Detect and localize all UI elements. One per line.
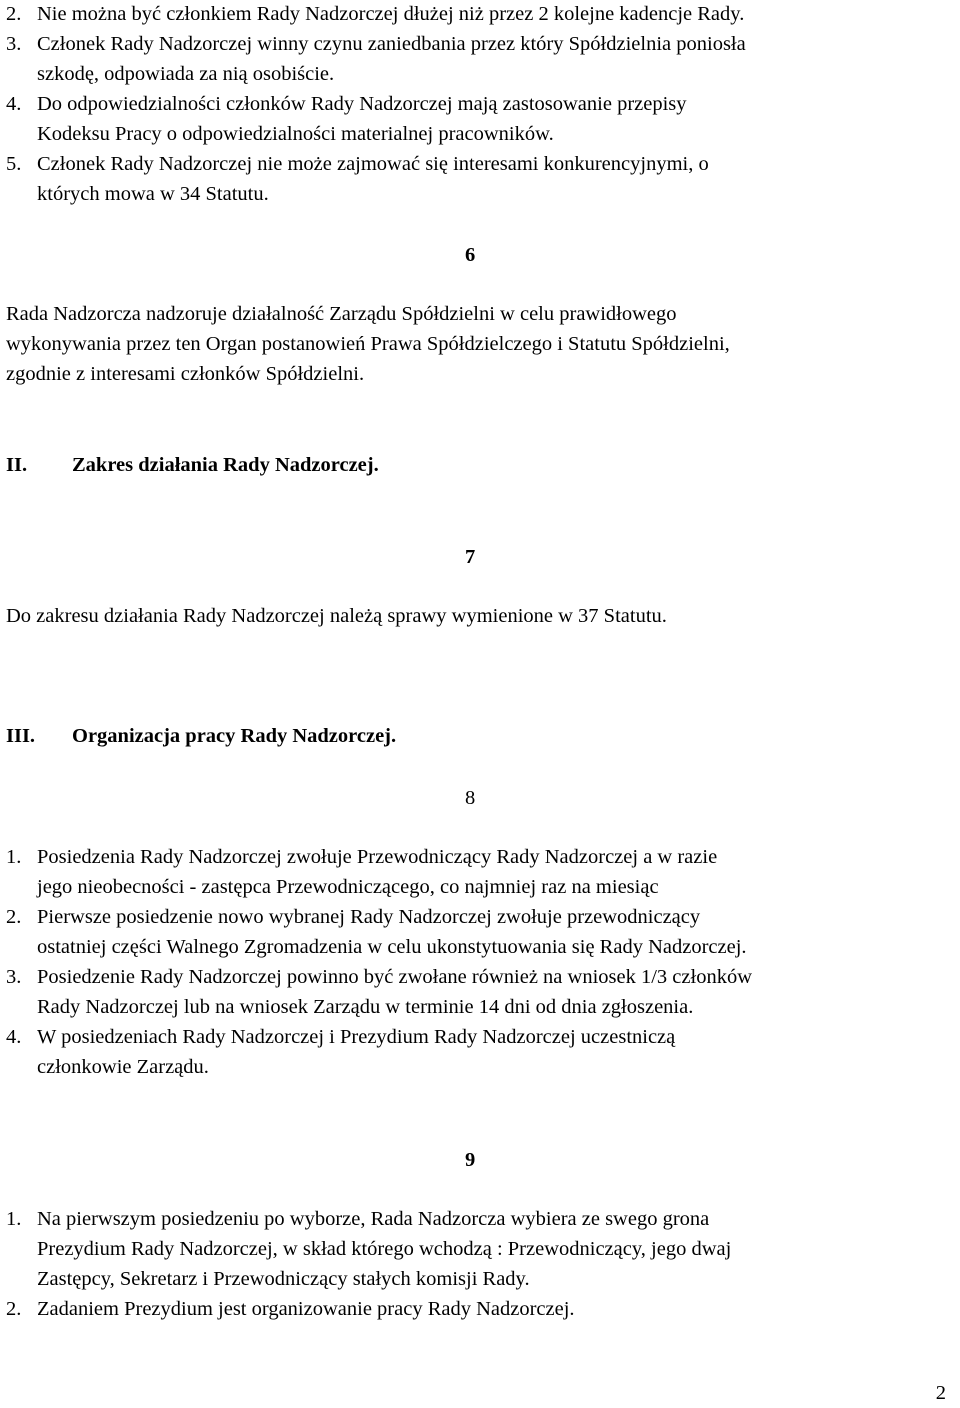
list-item-continuation: Kodeksu Pracy o odpowiedzialności materialnej pracowników. — [37, 123, 554, 145]
section-heading-8: 8 — [465, 787, 476, 809]
list-item — [6, 842, 717, 872]
list-item-continuation: członkowie Zarządu. — [37, 1056, 209, 1078]
list-item — [6, 902, 700, 932]
list-item — [6, 0, 744, 29]
section-heading-7: 7 — [465, 546, 476, 568]
list-item-continuation: jego nieobecności - zastępca Przewodniczącego, co najmniej raz na miesiąc — [37, 876, 659, 898]
list-item — [6, 149, 709, 179]
chapter-number: III. — [6, 725, 36, 747]
list-item — [6, 29, 746, 59]
list-item-continuation: ostatniej części Walnego Zgromadzenia w celu ukonstytuowania się Rady Nadzorczej. — [37, 936, 747, 958]
list-item-number: 2. — [6, 906, 22, 928]
list-item — [6, 962, 752, 992]
paragraph-line: Rada Nadzorcza nadzoruje działalność Zarządu Spółdzielni w celu prawidłowego — [6, 303, 677, 325]
list-item-number: 3. — [6, 33, 22, 55]
list-item-continuation: Prezydium Rady Nadzorczej, w skład którego wchodzą : Przewodniczący, jego dwaj — [37, 1238, 732, 1260]
paragraph-line: wykonywania przez ten Organ postanowień Prawa Spółdzielczego i Statutu Spółdzielni, — [6, 333, 730, 355]
list-item — [6, 89, 687, 119]
list-item-number: 5. — [6, 153, 22, 175]
section-heading-9 — [465, 1145, 475, 1175]
list-item-number: 1. — [6, 1208, 22, 1230]
list-item-number: 2. — [6, 1298, 22, 1320]
list-item-number: 1. — [6, 846, 22, 868]
paragraph-line: Do zakresu działania Rady Nadzorczej należą sprawy wymienione w 37 Statutu. — [6, 605, 667, 627]
chapter-title: Zakres działania Rady Nadzorczej. — [72, 454, 379, 476]
list-item-text: Zadaniem Prezydium jest organizowanie pracy Rady Nadzorczej. — [37, 1298, 575, 1320]
list-item-continuation: Rady Nadzorczej lub na wniosek Zarządu w terminie 14 dni od dnia zgłoszenia. — [37, 996, 694, 1018]
chapter-number: II. — [6, 454, 28, 476]
list-item-continuation: których mowa w 34 Statutu. — [37, 183, 269, 205]
list-item-continuation: Zastępcy, Sekretarz i Przewodniczący stałych komisji Rady. — [37, 1268, 530, 1290]
list-item-text: Nie można być członkiem Rady Nadzorczej dłużej niż przez 2 kolejne kadencje Rady. — [37, 3, 745, 25]
list-item-number: 2. — [6, 3, 22, 25]
chapter-heading-2 — [6, 450, 379, 480]
list-item-number: 4. — [6, 93, 22, 115]
list-item-continuation: szkodę, odpowiada za nią osobiście. — [37, 63, 335, 85]
list-item-text: Do odpowiedzialności członków Rady Nadzorczej mają zastosowanie przepisy — [37, 93, 687, 115]
list-item — [6, 1022, 675, 1052]
list-item-number: 3. — [6, 966, 22, 988]
section-number: 9 — [465, 1149, 476, 1171]
list-item-text: Członek Rady Nadzorczej nie może zajmować się interesami konkurencyjnymi, o — [37, 153, 709, 175]
list-item — [6, 1204, 709, 1234]
list-item-text: W posiedzeniach Rady Nadzorczej i Prezydium Rady Nadzorczej uczestniczą — [37, 1026, 676, 1048]
chapter-title: Organizacja pracy Rady Nadzorczej. — [72, 725, 397, 747]
page-number: 2 — [935, 1382, 946, 1404]
list-item-text: Pierwsze posiedzenie nowo wybranej Rady Nadzorczej zwołuje przewodniczący — [37, 906, 701, 928]
list-item-text: Na pierwszym posiedzeniu po wyborze, Rada Nadzorcza wybiera ze swego grona — [37, 1208, 710, 1230]
list-item-text: Członek Rady Nadzorczej winny czynu zaniedbania przez który Spółdzielnia poniosła — [37, 33, 746, 55]
list-item-text: Posiedzenia Rady Nadzorczej zwołuje Przewodniczący Rady Nadzorczej a w razie — [37, 846, 718, 868]
paragraph-line: zgodnie z interesami członków Spółdzielni. — [6, 363, 365, 385]
list-item — [6, 1294, 575, 1324]
list-item-number: 4. — [6, 1026, 22, 1048]
chapter-heading-3 — [6, 721, 396, 751]
list-item-text: Posiedzenie Rady Nadzorczej powinno być zwołane również na wniosek 1/3 członków — [37, 966, 752, 988]
section-heading-6: 6 — [465, 244, 476, 266]
